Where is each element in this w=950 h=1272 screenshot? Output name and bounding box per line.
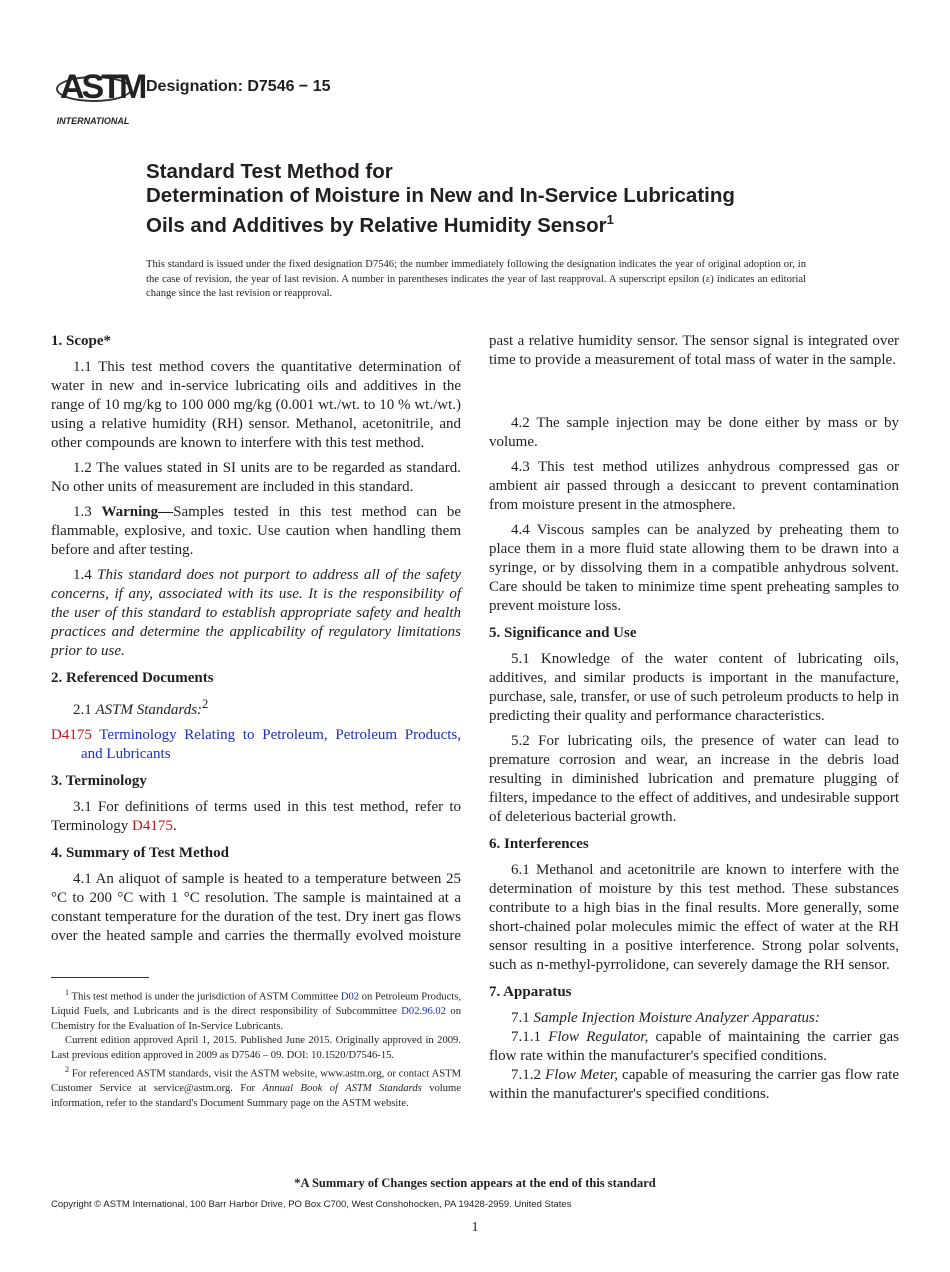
footnotes: [51, 986, 461, 1111]
logo-text: ASTM: [60, 68, 145, 106]
title-line: Standard Test Method for: [146, 160, 393, 183]
reference-code-link[interactable]: D4175: [51, 727, 92, 743]
para-num: 7.1.1: [511, 1029, 549, 1045]
footnote-number: 2: [65, 1065, 69, 1075]
title-line: Determination of Moisture in New and In-Service Lubricating: [146, 184, 735, 207]
paragraph: 4.3 This test method utilizes anhydrous compressed gas or ambient air passed through a desiccant to prevent contamination from moisture present in the atmosphere.: [489, 459, 899, 513]
para-num: 7.1.2: [511, 1067, 546, 1083]
footnote-text: volume information, refer to the standard's Document Summary page on the ASTM website.: [51, 1083, 461, 1109]
section-heading: 5. Significance and Use: [489, 625, 637, 641]
para-text: capable of measuring the carrier gas flow rate within the manufacturer's specified conditions.: [489, 1067, 899, 1102]
footnote-divider: [51, 977, 149, 978]
para-text: Sample Injection Moisture Analyzer Apparatus:: [533, 1010, 820, 1026]
committee-link[interactable]: D02: [340, 991, 360, 1003]
paragraph: 4.4 Viscous samples can be analyzed by preheating them to place them in a more fluid state allowing them to be drawn into a syringe, or by dissolving them in a compatible anhydrous solvent. Care should be taken to minimize time spent preheating samples to prevent moisture loss.: [489, 522, 899, 614]
paragraph: [489, 1028, 899, 1066]
left-column: [51, 332, 461, 952]
title-text: Oils and Additives by Relative Humidity Sensor: [146, 213, 607, 237]
paragraph: 5.1 Knowledge of the water content of lubricating oils, additives, and similar products is important in the manufacture, purchase, sale, transfer, or use of such petroleum products to help in predicting their quality and performance characteristics.: [489, 651, 899, 724]
paragraph: [51, 503, 461, 560]
paragraph: [51, 798, 461, 836]
paragraph: [489, 1066, 899, 1104]
section-heading: 2. Referenced Documents: [51, 670, 214, 686]
warning-label: Warning—: [101, 504, 174, 520]
para-num: 1.3: [73, 504, 102, 520]
para-num: 7.1: [511, 1010, 534, 1026]
footnote: [51, 1063, 461, 1111]
para-text: 3.1 For definitions of terms used in this test method, refer to Terminology: [51, 799, 461, 834]
para-text: This standard does not purport to address all of the safety concerns, if any, associated with its use. It is the responsibility of the user of this standard to establish appropriate safety and health practices and determine the applicability of regulatory limitations prior to use.: [51, 567, 462, 659]
para-text: Samples tested in this test method can be flammable, explosive, and toxic. Use caution when handling them before and after testing.: [51, 504, 461, 558]
footnote-text: on Chemistry for the Evaluation of In-Service Lubricants.: [51, 1006, 462, 1032]
paragraph-continued: [489, 332, 899, 408]
para-text: past a relative humidity sensor. The sensor signal is integrated over time to provide a measurement of total mass of water in the sample.: [489, 333, 899, 368]
para-num: 2.1: [73, 702, 96, 718]
footnote-text: on Petroleum Products, Liquid Fuels, and Lubricants and is the direct responsibility of Subcommittee: [51, 991, 461, 1018]
logo-subtext: INTERNATIONAL: [56, 116, 130, 126]
paragraph: [489, 1009, 899, 1028]
subcommittee-link[interactable]: D02.96.02: [401, 1006, 446, 1018]
para-text: ASTM Standards:: [95, 702, 203, 718]
footnote: Current edition approved April 1, 2015. Published June 2015. Originally approved in 2009. Last previous edition approved in 2009 as D7546 – 09. DOI: 10.1520/D7546-15.: [51, 1035, 461, 1061]
copyright: Copyright © ASTM International, 100 Barr Harbor Drive, PO Box C700, West Conshohocken, PA 19428-2959. United States: [51, 1199, 572, 1210]
title-line: [146, 208, 735, 238]
para-term: Flow Meter,: [545, 1067, 618, 1083]
standard-notice: This standard is issued under the fixed designation D7546; the number immediately following the designation indicates the year of original adoption or, in the case of revision, the year of last revision. A number in parentheses indicates the year of last reapproval. A superscript epsilon (ε) indicates an editorial change since the last revision or reapproval.: [146, 259, 806, 299]
footnote-text: Annual Book of ASTM Standards: [262, 1083, 422, 1095]
footnote-text: For referenced ASTM standards, visit the ASTM website, www.astm.org, or contact ASTM Customer Service at service@astm.org. For: [51, 1068, 462, 1095]
astm-logo: [52, 62, 145, 132]
paragraph: 5.2 For lubricating oils, the presence of water can lead to premature corrosion and wear, an increase in the debris load resulting in diminished lubrication and premature plugging of filters, impedance to the effect of additives, and undesirable support of deleterious bacterial growth.: [489, 733, 899, 825]
footnote-text: This test method is under the jurisdiction of ASTM Committee: [71, 991, 341, 1003]
paragraph: 4.2 The sample injection may be done either by mass or by volume.: [489, 415, 899, 450]
right-column: [489, 332, 899, 1110]
footnote-ref: 2: [202, 697, 209, 711]
footnote-number: 1: [65, 988, 69, 997]
footnote-ref: 1: [606, 212, 614, 227]
section-heading: 1. Scope*: [51, 333, 111, 349]
reference-entry: [51, 726, 461, 764]
page-number: 1: [471, 1220, 479, 1235]
paragraph: 6.1 Methanol and acetonitrile are known to interfere with the determination of moisture by this test method. These substances contribute to a high bias in the final results. More generally, some short-chained polar molecules mimic the effect of water at the RH sensor resulting in a positive interference. Strong polar solvents, such as n-methyl-pyrrolidone, can severely damage the RH sensor.: [489, 862, 899, 973]
footnote: [51, 986, 461, 1034]
reference-title-link[interactable]: Terminology Relating to Petroleum, Petroleum Products, and Lubricants: [81, 727, 461, 762]
paragraph: [51, 566, 461, 661]
paragraph: 1.2 The values stated in SI units are to be regarded as standard. No other units of measurement are included in this standard.: [51, 460, 461, 495]
paragraph: 1.1 This test method covers the quantitative determination of water in new and in-service lubricating oils and additives in the range of 10 mg/kg to 100 000 mg/kg (0.001 wt./wt. to 10 % wt./wt.) using a relative humidity (RH) sensor. Methanol, acetonitrile, and other compounds are known to interfere with this test method.: [51, 359, 461, 451]
summary-of-changes-note: *A Summary of Changes section appears at the end of this standard: [294, 1176, 656, 1190]
reference-link[interactable]: D4175: [132, 818, 173, 834]
section-heading: 3. Terminology: [51, 773, 147, 789]
para-term: Flow Regulator,: [548, 1029, 649, 1045]
section-heading: 6. Interferences: [489, 836, 589, 852]
designation: Designation: D7546 − 15: [146, 78, 331, 95]
document-title: [146, 160, 735, 238]
paragraph: 4.1 An aliquot of sample is heated to a temperature between 25 °C to 200 °C with 1 °C resolution. The sample is maintained at a constant temperature for the duration of the test. Dry inert gas flows over the heated sample and carries the thermally evolved moisture: [51, 871, 461, 944]
para-num: 1.4: [73, 567, 98, 583]
para-text: .: [172, 818, 177, 834]
para-text: capable of maintaining the carrier gas flow rate within the manufacturer's specified conditions.: [489, 1029, 899, 1064]
section-heading: 7. Apparatus: [489, 984, 572, 1000]
section-heading: 4. Summary of Test Method: [51, 845, 229, 861]
paragraph: [51, 695, 461, 720]
